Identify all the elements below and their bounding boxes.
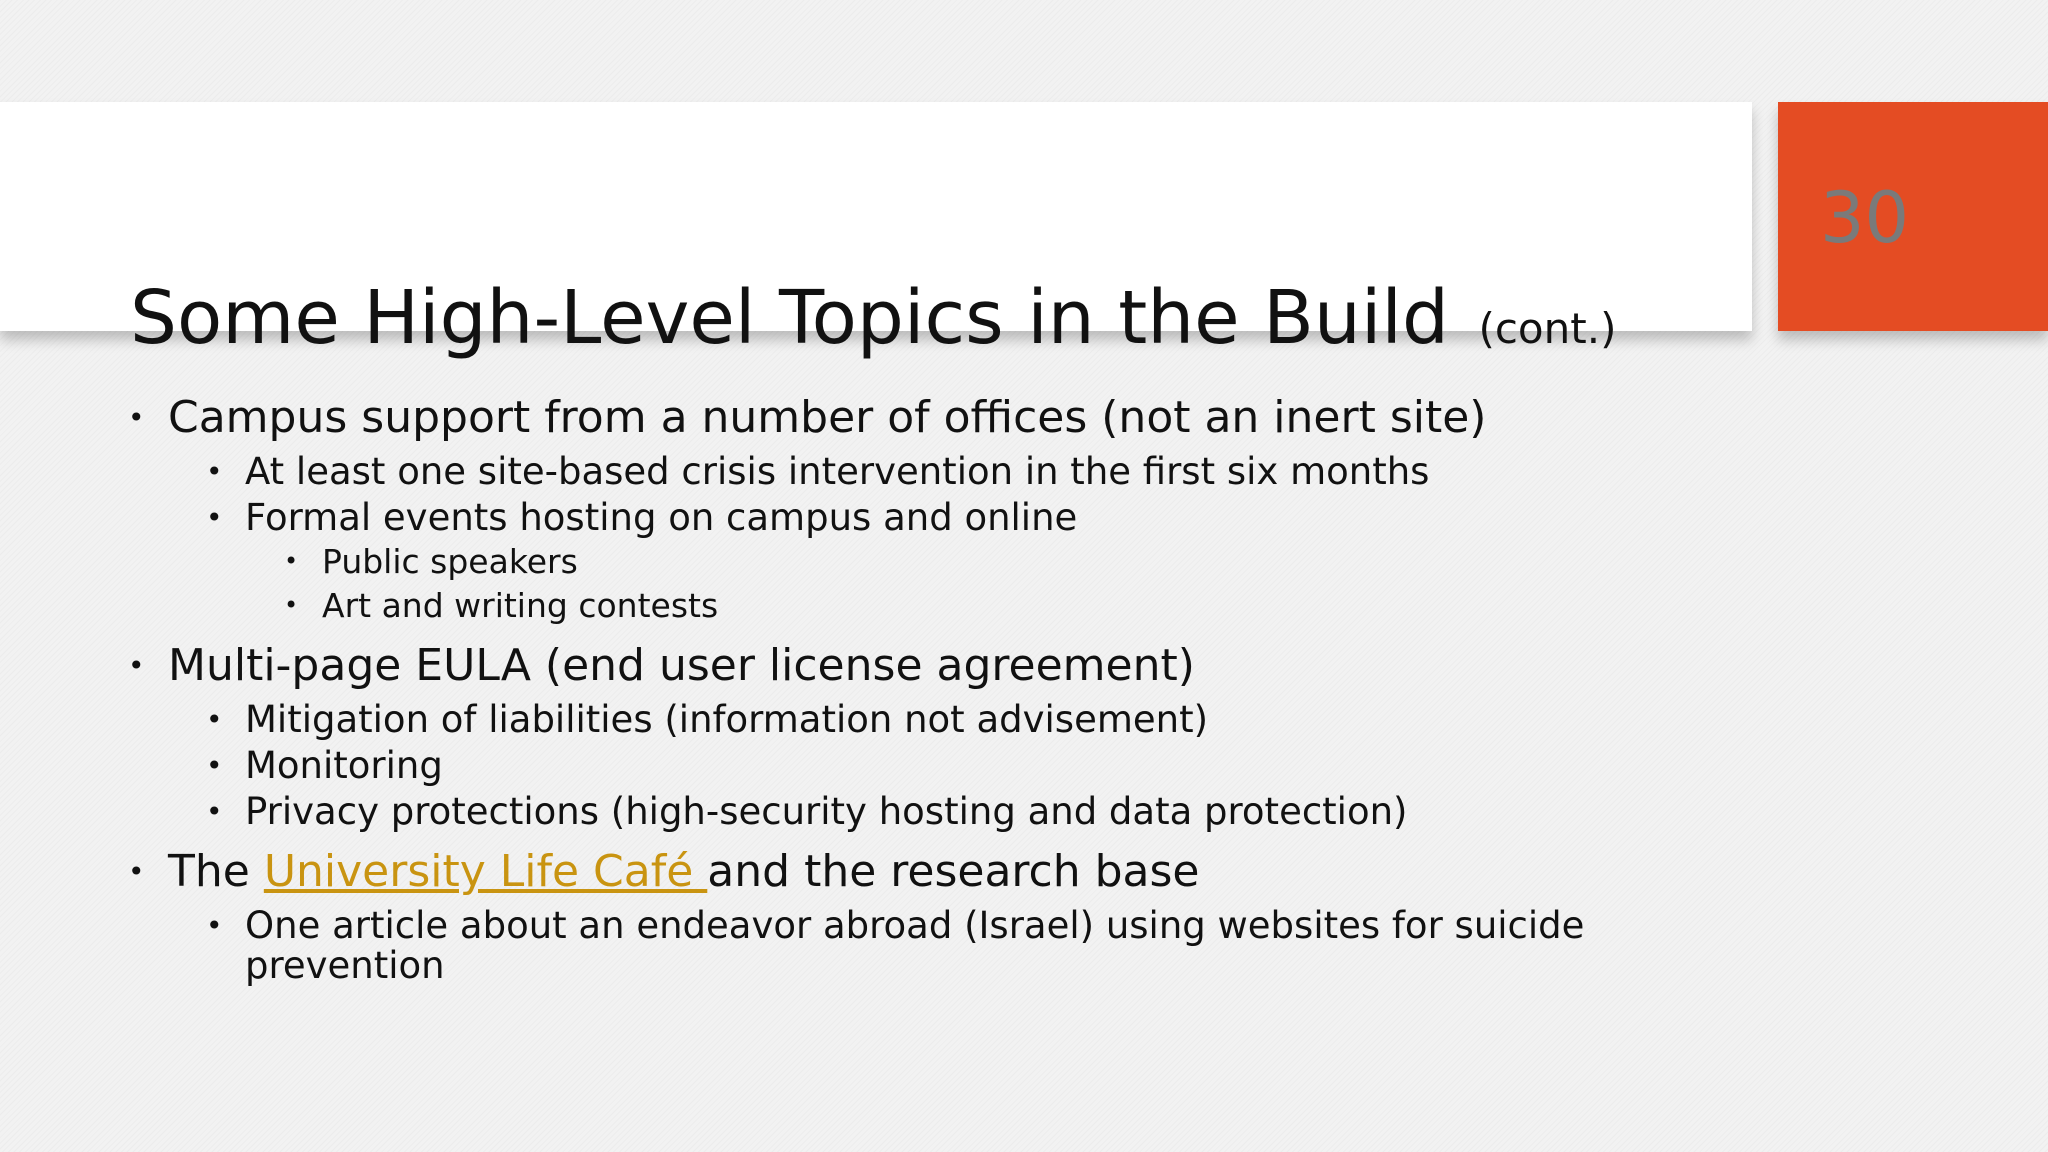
bullet-item — [128, 638, 1628, 694]
bullet-icon: • — [206, 795, 223, 828]
bullet-item — [128, 746, 1628, 786]
bullet-icon: • — [206, 749, 223, 782]
bullet-text: Multi-page EULA (end user license agreement) — [168, 640, 1195, 691]
bullet-icon: • — [284, 547, 299, 575]
bullet-text-prefix: The — [168, 846, 264, 897]
bullet-text: Formal events hosting on campus and online — [245, 496, 1078, 539]
bullet-item — [128, 452, 1628, 492]
bullet-icon: • — [206, 455, 223, 488]
bullet-text: Public speakers — [322, 542, 578, 581]
title-band — [0, 102, 1752, 361]
bullet-text: Campus support from a number of offices (not an inert site) — [168, 392, 1487, 443]
bullet-text-suffix: and the research base — [707, 846, 1200, 897]
bullet-text: Art and writing contests — [322, 586, 719, 625]
slide-title-suffix: (cont.) — [1478, 304, 1617, 353]
bullet-item — [128, 792, 1628, 832]
bullet-item — [128, 585, 1628, 626]
bullet-text: One article about an endeavor abroad (Israel) using websites for suicide prevention — [245, 904, 1585, 987]
slide-number: 30 — [1820, 177, 1910, 259]
bullet-icon: • — [206, 501, 223, 534]
bullet-icon: • — [284, 591, 299, 619]
slide-number-box — [1778, 102, 2048, 331]
university-life-cafe-link[interactable]: University Life Café — [263, 846, 708, 897]
bullet-text: Mitigation of liabilities (information not advisement) — [245, 698, 1209, 741]
bullet-icon: • — [128, 649, 145, 682]
bullet-icon: • — [206, 703, 223, 736]
bullet-text: Monitoring — [245, 744, 443, 787]
bullet-icon: • — [128, 401, 145, 434]
bullet-icon: • — [128, 855, 145, 888]
bullet-list — [128, 390, 1628, 986]
bullet-item — [128, 844, 1628, 900]
bullet-item — [128, 700, 1628, 740]
slide-title-text: Some High-Level Topics in the Build — [130, 275, 1449, 361]
bullet-item — [128, 906, 1628, 986]
bullet-text: Privacy protections (high-security hosting and data protection) — [245, 790, 1408, 833]
bullet-text: At least one site-based crisis intervention in the first six months — [245, 450, 1430, 493]
bullet-item — [128, 541, 1628, 582]
bullet-item — [128, 498, 1628, 538]
bullet-item — [128, 390, 1628, 446]
slide-title — [130, 274, 1616, 373]
bullet-icon: • — [206, 909, 223, 942]
